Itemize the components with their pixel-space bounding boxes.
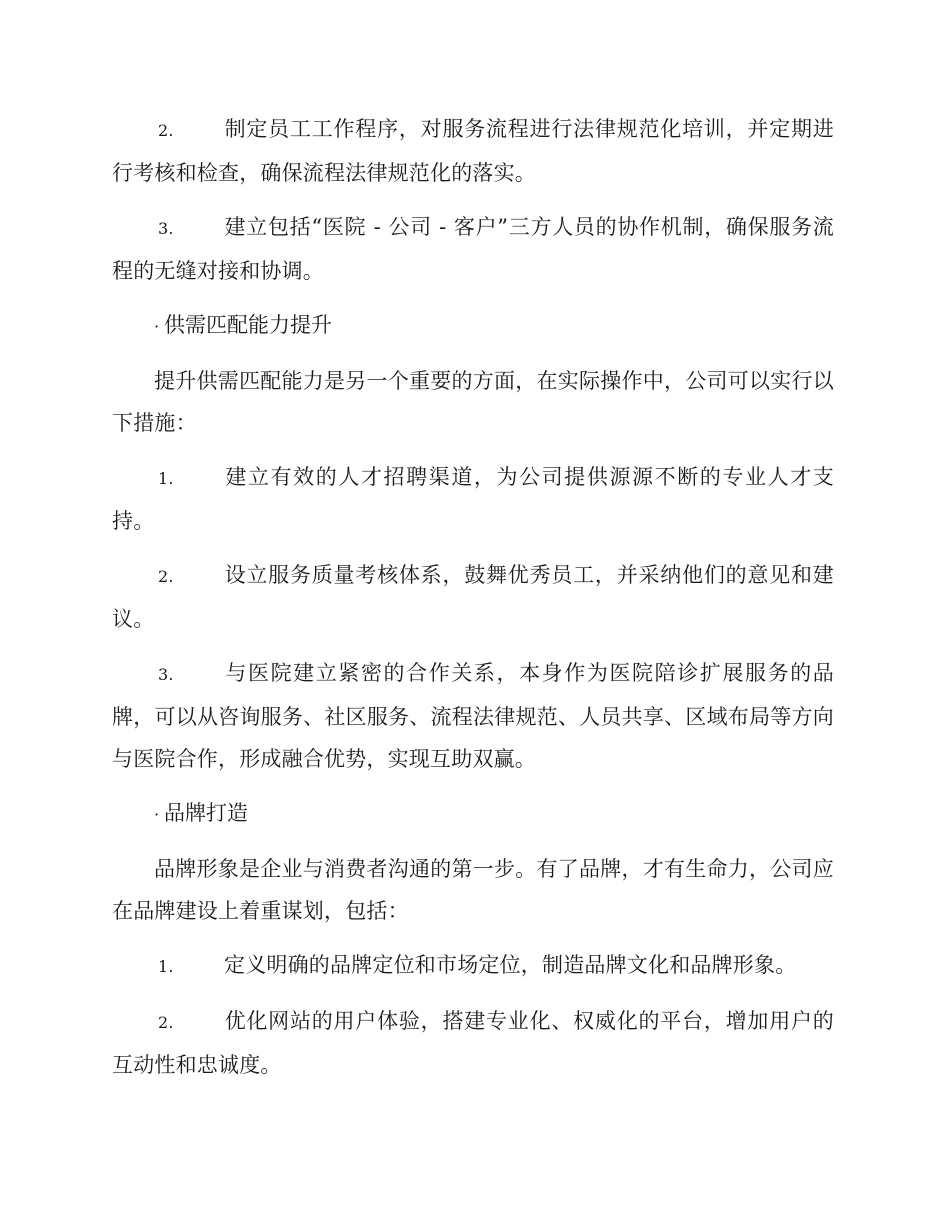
paragraph: 品牌形象是企业与消费者沟通的第一步。有了品牌，才有生命力，公司应在品牌建设上着重谋划，包括： (112, 857, 834, 923)
list-number: 3. (158, 219, 174, 238)
list-item-text: 优化网站的用户体验，搭建专业化、权威化的平台，增加用户的互动性和忠诚度。 (112, 1009, 834, 1077)
list-item (112, 944, 834, 988)
list-number: 2. (158, 1013, 174, 1032)
list-item-text: 设立服务质量考核体系，鼓舞优秀员工，并采纳他们的意见和建议。 (112, 563, 834, 631)
list-number: 3. (158, 665, 174, 684)
list-item (112, 206, 834, 292)
list-number: 2. (158, 567, 174, 586)
list-item-text: 定义明确的品牌定位和市场定位，制造品牌文化和品牌形象。 (224, 953, 797, 977)
list-number: 1. (158, 469, 174, 488)
list-item (112, 108, 834, 194)
paragraph: 提升供需匹配能力是另一个重要的方面，在实际操作中，公司可以实行以下措施： (112, 369, 834, 435)
list-number: 2. (158, 121, 174, 140)
list-item (112, 456, 834, 542)
bullet-dot: · (154, 317, 160, 336)
document-body (112, 108, 834, 1098)
list-number: 1. (158, 957, 174, 976)
section-heading (112, 304, 834, 348)
list-item (112, 1000, 834, 1086)
list-item (112, 554, 834, 640)
list-item (112, 652, 834, 780)
section-heading-text: 品牌打造 (164, 801, 248, 825)
section-heading (112, 792, 834, 836)
bullet-dot: · (154, 805, 160, 824)
section-heading-text: 供需匹配能力提升 (164, 313, 332, 337)
list-item-text: 建立包括“医院 - 公司 - 客户”三方人员的协作机制，确保服务流程的无缝对接和协调。 (112, 215, 834, 283)
list-item-text: 与医院建立紧密的合作关系，本身作为医院陪诊扩展服务的品牌，可以从咨询服务、社区服务、流程法律规范、人员共享、区域布局等方向与医院合作，形成融合优势，实现互助双赢。 (112, 661, 834, 771)
list-item-text: 建立有效的人才招聘渠道，为公司提供源源不断的专业人才支持。 (112, 465, 834, 533)
list-item-text: 制定员工工作程序，对服务流程进行法律规范化培训，并定期进行考核和检查，确保流程法律规范化的落实。 (112, 117, 834, 185)
